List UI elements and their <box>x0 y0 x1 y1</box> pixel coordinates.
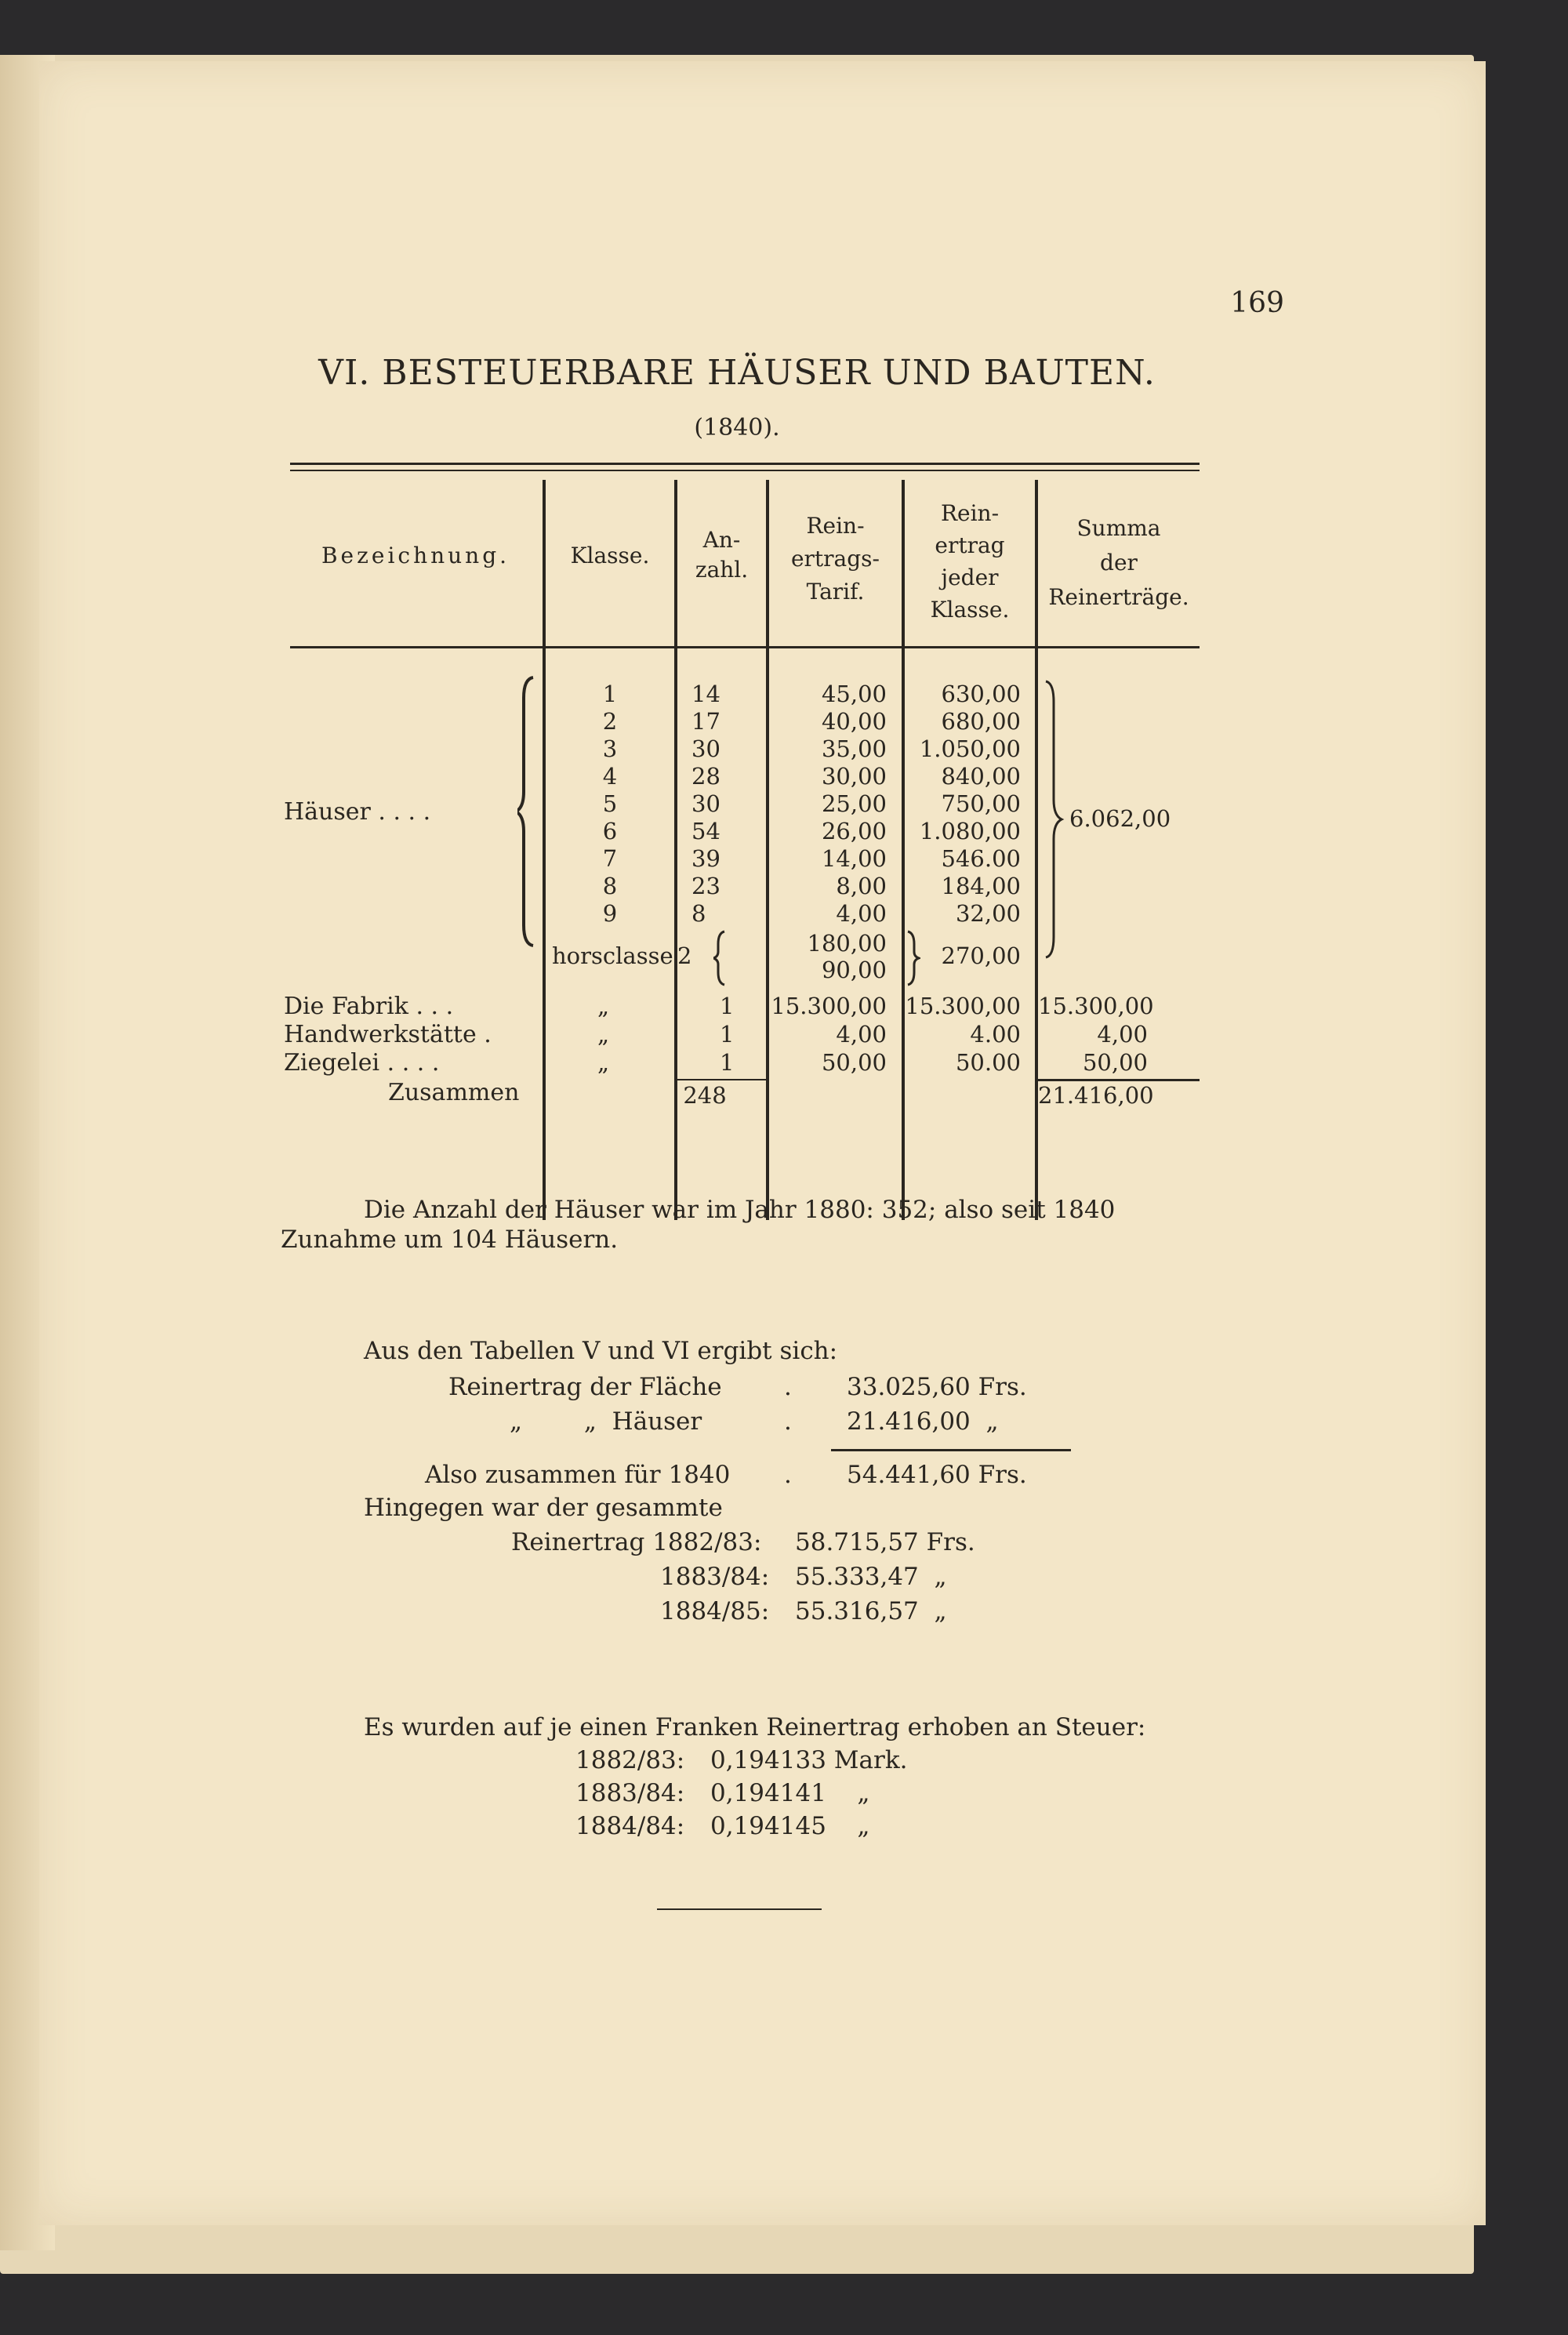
reinertrag-1882-value: 58.715,57 Frs. <box>795 1528 975 1556</box>
horsclasse-tarif-2: 90,00 <box>821 957 887 983</box>
other-row-summa: 4,00 <box>1097 1021 1148 1048</box>
steuer-row-value: 0,194141 „ <box>710 1779 870 1807</box>
summary-sum-rule <box>831 1449 1071 1451</box>
header-ertrag-l1: Rein- <box>940 500 1000 526</box>
haeuser-row-anzahl: 30 <box>691 735 720 762</box>
reinertrag-1882-label: Reinertrag 1882/83: <box>511 1528 762 1556</box>
haeuser-row-ertrag: 1.080,00 <box>919 818 1021 844</box>
total-summa: 21.416,00 <box>1038 1082 1154 1109</box>
title-year: (1840). <box>694 414 780 441</box>
hingegen-line: Hingegen war der gesammte <box>364 1494 723 1522</box>
header-bezeichnung: Bezeichnung. <box>321 543 510 568</box>
horsclasse-tarif-1: 180,00 <box>807 930 887 957</box>
haeuser-row-anzahl: 54 <box>691 818 720 844</box>
flaeche-dot: . <box>784 1373 792 1401</box>
haeuser-row-klasse: 2 <box>602 708 618 735</box>
horsclasse-anzahl: 2 <box>677 942 692 969</box>
paragraph-line-1: Die Anzahl der Häuser war im Jahr 1880: 352; also seit 1840 <box>364 1196 1116 1224</box>
haeuser-row-klasse: 7 <box>602 845 618 872</box>
other-row-summa: 15.300,00 <box>1038 993 1154 1019</box>
horsclasse-ertrag: 270,00 <box>941 942 1021 969</box>
total-anzahl: 248 <box>683 1082 727 1109</box>
haeuser-row-anzahl: 8 <box>691 900 706 927</box>
haeuser-row-ertrag: 546.00 <box>941 845 1021 872</box>
summa-sum-rule <box>1038 1079 1200 1081</box>
header-ertrag-l4: Klasse. <box>930 597 1010 623</box>
other-row-ertrag: 50.00 <box>955 1049 1021 1076</box>
header-summa-l2: der <box>1100 550 1138 576</box>
houses-table <box>284 463 1200 1153</box>
flaeche-value: 33.025,60 Frs. <box>847 1373 1027 1401</box>
header-anzahl-l1: An- <box>702 527 741 553</box>
other-row-bezeichnung: Handwerkstätte . <box>284 1021 492 1048</box>
header-summa <box>1038 511 1200 615</box>
steuer-row-year: 1883/84: <box>575 1779 685 1807</box>
haeuser-row-anzahl: 39 <box>691 845 720 872</box>
haeuser-ditto: „ „ Häuser <box>510 1407 702 1436</box>
other-row-klasse: „ <box>597 1049 610 1076</box>
other-row-tarif: 4,00 <box>836 1021 887 1048</box>
haeuser-row-tarif: 4,00 <box>836 900 887 927</box>
header-tarif-l1: Rein- <box>806 513 865 539</box>
reinertrag-1883-value: 55.333,47 „ <box>795 1563 947 1591</box>
haeuser-row-tarif: 14,00 <box>821 845 887 872</box>
zusammen-value: 54.441,60 Frs. <box>847 1461 1027 1489</box>
summa-brace <box>1041 678 1065 961</box>
haeuser-value: 21.416,00 „ <box>847 1407 999 1436</box>
header-ertrag-klasse <box>905 497 1035 626</box>
page-number: 169 <box>1230 287 1284 319</box>
header-summa-l1: Summa <box>1076 515 1161 541</box>
total-label: Zusammen <box>388 1079 520 1106</box>
reinertrag-1883-year: 1883/84: <box>660 1563 770 1591</box>
haeuser-row-tarif: 30,00 <box>821 763 887 790</box>
paragraph-line-2: Zunahme um 104 Häusern. <box>281 1226 619 1254</box>
page-title: VI. BESTEUERBARE HÄUSER UND BAUTEN. <box>318 353 1156 393</box>
zusammen-dot: . <box>784 1461 792 1489</box>
haeuser-row-anzahl: 23 <box>691 873 720 899</box>
haeuser-row-ertrag: 840,00 <box>941 763 1021 790</box>
other-row-summa: 50,00 <box>1082 1049 1148 1076</box>
haeuser-dot: . <box>784 1407 792 1436</box>
haeuser-row-ertrag: 750,00 <box>941 790 1021 817</box>
steuer-row-year: 1884/84: <box>575 1812 685 1840</box>
horsclasse-label: horsclasse <box>552 942 673 969</box>
anzahl-sum-rule <box>677 1079 766 1080</box>
haeuser-row-klasse: 9 <box>602 900 618 927</box>
haeuser-row-klasse: 4 <box>602 763 618 790</box>
other-row-bezeichnung: Die Fabrik . . . <box>284 993 454 1020</box>
other-row-ertrag: 4.00 <box>970 1021 1021 1048</box>
reinertrag-1884-value: 55.316,57 „ <box>795 1597 947 1625</box>
haeuser-row-anzahl: 30 <box>691 790 720 817</box>
label-haeuser: Häuser . . . . <box>284 798 431 826</box>
reinertrag-1884-year: 1884/85: <box>660 1597 770 1625</box>
haeuser-row-anzahl: 28 <box>691 763 720 790</box>
haeuser-row-anzahl: 14 <box>691 681 720 707</box>
summary-intro: Aus den Tabellen V und VI ergibt sich: <box>364 1337 838 1365</box>
haeuser-row-tarif: 8,00 <box>836 873 887 899</box>
other-row-tarif: 15.300,00 <box>771 993 887 1019</box>
other-row-klasse: „ <box>597 1021 610 1048</box>
table-top-rule <box>290 463 1200 465</box>
header-anzahl <box>677 525 766 585</box>
haeuser-row-tarif: 25,00 <box>821 790 887 817</box>
haeuser-row-klasse: 6 <box>602 818 618 844</box>
other-row-bezeichnung: Ziegelei . . . . <box>284 1049 440 1077</box>
haeuser-row-tarif: 35,00 <box>821 735 887 762</box>
end-rule <box>657 1908 822 1910</box>
flaeche-label: Reinertrag der Fläche <box>448 1373 722 1401</box>
header-tarif-l3: Tarif. <box>806 579 865 605</box>
header-ertrag-l3: jeder <box>941 565 999 590</box>
haeuser-brace <box>517 674 541 949</box>
header-ertrag-l2: ertrag <box>935 532 1005 558</box>
table-top-rule-2 <box>290 470 1200 471</box>
haeuser-row-tarif: 40,00 <box>821 708 887 735</box>
haeuser-row-klasse: 8 <box>602 873 618 899</box>
horsclasse-brace-left <box>713 930 729 986</box>
header-anzahl-l2: zahl. <box>695 557 749 583</box>
header-tarif <box>769 510 902 608</box>
haeuser-row-anzahl: 17 <box>691 708 720 735</box>
header-klasse: Klasse. <box>570 543 650 568</box>
haeuser-row-ertrag: 630,00 <box>941 681 1021 707</box>
other-row-klasse: „ <box>597 993 610 1019</box>
haeuser-summa: 6.062,00 <box>1069 805 1171 832</box>
steuer-row-value: 0,194145 „ <box>710 1812 870 1840</box>
other-row-anzahl: 1 <box>720 993 735 1019</box>
haeuser-row-tarif: 45,00 <box>821 681 887 707</box>
zusammen-label: Also zusammen für 1840 <box>425 1461 731 1489</box>
haeuser-row-ertrag: 32,00 <box>955 900 1021 927</box>
haeuser-row-ertrag: 184,00 <box>941 873 1021 899</box>
steuer-row-year: 1882/83: <box>575 1746 685 1774</box>
haeuser-row-klasse: 1 <box>602 681 618 707</box>
haeuser-row-ertrag: 1.050,00 <box>919 735 1021 762</box>
haeuser-row-ertrag: 680,00 <box>941 708 1021 735</box>
header-summa-l3: Reinerträge. <box>1048 584 1189 610</box>
other-row-ertrag: 15.300,00 <box>905 993 1021 1019</box>
other-row-tarif: 50,00 <box>821 1049 887 1076</box>
haeuser-row-klasse: 5 <box>602 790 618 817</box>
other-row-anzahl: 1 <box>720 1021 735 1048</box>
haeuser-row-klasse: 3 <box>602 735 618 762</box>
header-tarif-l2: ertrags- <box>790 546 880 572</box>
other-row-anzahl: 1 <box>720 1049 735 1076</box>
header-rule <box>290 646 1200 648</box>
steuer-row-value: 0,194133 Mark. <box>710 1746 908 1774</box>
steuer-intro: Es wurden auf je einen Franken Reinertrag erhoben an Steuer: <box>364 1713 1146 1741</box>
haeuser-row-tarif: 26,00 <box>821 818 887 844</box>
